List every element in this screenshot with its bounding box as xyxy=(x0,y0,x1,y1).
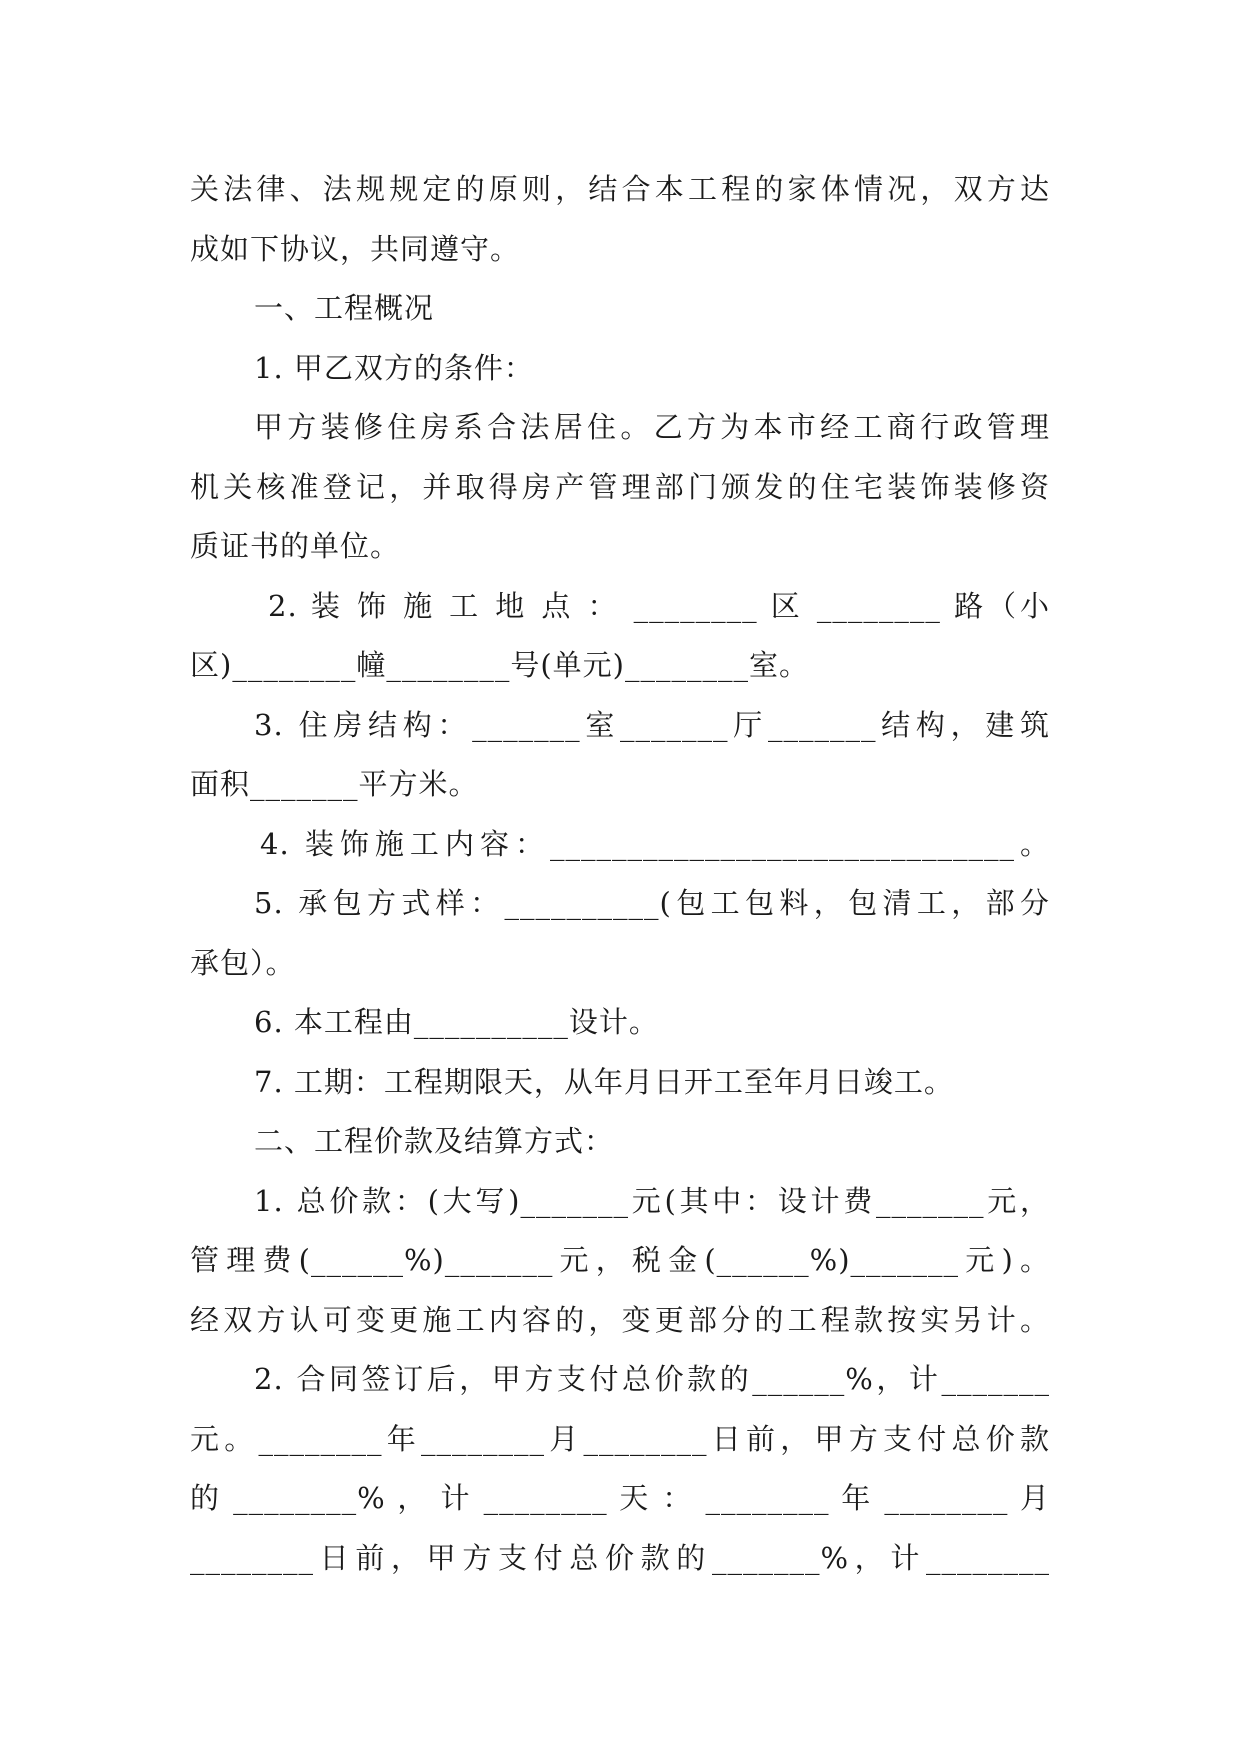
clause-1-6: 6. 本工程由__________设计。 xyxy=(254,1005,659,1039)
text-line-23: 的 ________% ， 计 ________ 天 ： ________ 年 ________ 月 xyxy=(190,1481,1050,1515)
section-heading-1: 一、工程概况 xyxy=(254,291,435,325)
section-heading-2: 二、工程价款及结算方式： xyxy=(254,1124,615,1158)
text-line-24: ________日前，甲方支付总价款的_______%，计________ xyxy=(190,1540,1050,1575)
text-line-9: 区)________幢________号(单元)________室。 xyxy=(190,648,809,682)
text-line-11: 面积_______平方米。 xyxy=(190,767,479,801)
clause-1-3: 3. 住房结构：_______室_______厅_______结构，建筑 xyxy=(254,707,1050,742)
clause-1-2: 2. 装 饰 施 工 地 点 ： ________ 区 ________ 路（小 xyxy=(268,588,1050,623)
clause-1-4: 4. 装饰施工内容：______________________________。 xyxy=(260,826,1050,861)
clause-2-1: 1. 总价款：(大写)_______元(其中：设计费_______元， xyxy=(254,1183,1050,1218)
text-line-6: 机关核准登记，并取得房产管理部门颁发的住宅装饰装修资 xyxy=(190,469,1050,504)
text-line-14: 承包）。 xyxy=(190,945,296,980)
text-line-5: 甲方装修住房系合法居住。乙方为本市经工商行政管理 xyxy=(254,410,1050,444)
text-line-7: 质证书的单位。 xyxy=(190,529,401,563)
text-line-2: 成如下协议，共同遵守。 xyxy=(190,231,521,266)
document-body xyxy=(190,160,1050,1588)
text-line-22: 元。________年________月________日前，甲方支付总价款 xyxy=(190,1421,1050,1456)
text-line-19: 管理费(______%)_______元，税金(______%)_______元)。 xyxy=(190,1243,1050,1277)
clause-1-7: 7. 工期：工程期限天，从年月日开工至年月日竣工。 xyxy=(254,1064,954,1099)
clause-1-1: 1. 甲乙双方的条件： xyxy=(254,350,534,385)
clause-2-2: 2. 合同签订后，甲方支付总价款的______%，计_______ xyxy=(254,1362,1050,1396)
text-line-20: 经双方认可变更施工内容的，变更部分的工程款按实另计。 xyxy=(190,1302,1050,1337)
text-line-1: 关法律、法规规定的原则，结合本工程的家体情况，双方达 xyxy=(190,172,1050,206)
clause-1-5: 5. 承包方式样：__________(包工包料，包清工，部分 xyxy=(254,886,1050,920)
